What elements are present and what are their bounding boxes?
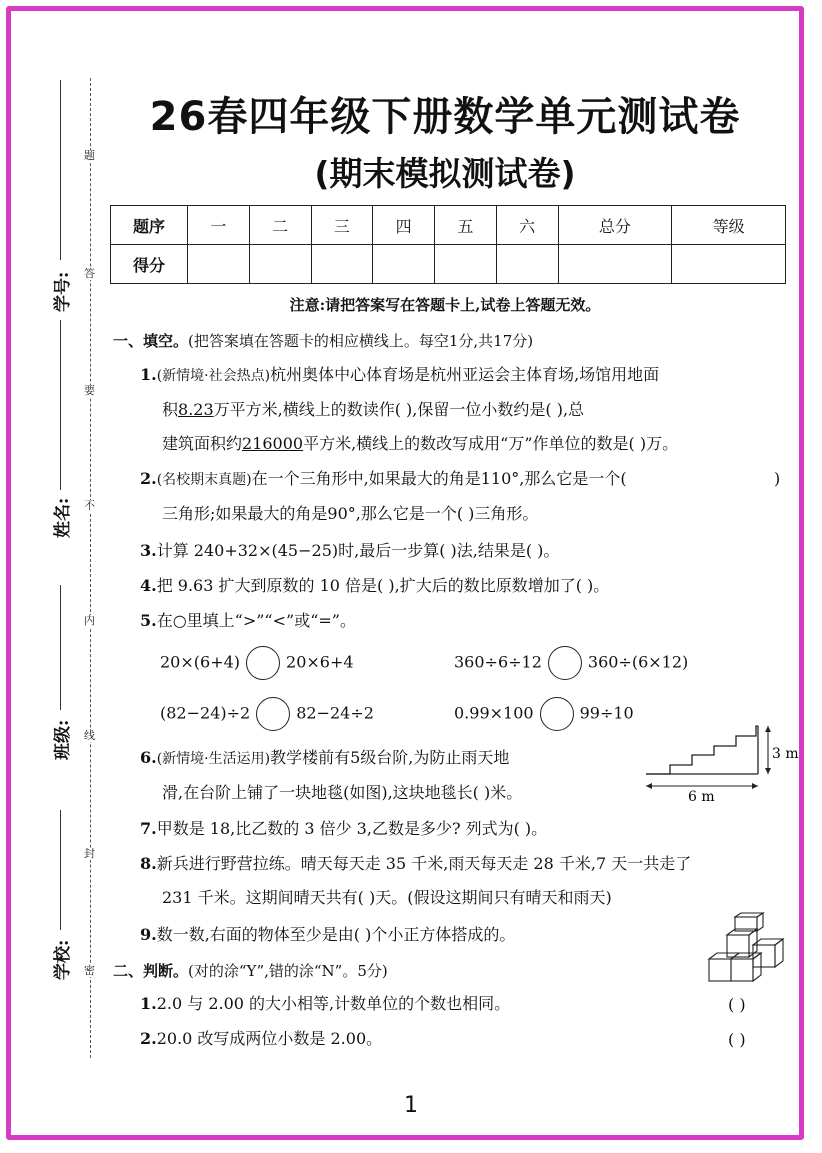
expression: 99÷10 bbox=[579, 703, 634, 723]
expression: 82−24÷2 bbox=[296, 703, 374, 723]
question-number: 9. bbox=[140, 925, 157, 944]
question-text: 教学楼前有5级台阶,为防止雨天地 bbox=[270, 748, 510, 767]
name-label: 姓名: bbox=[53, 497, 73, 538]
notice-text: 注意:请把答案写在答题卡上,试卷上答题无效。 bbox=[289, 296, 601, 314]
section-1-title: 一、填空。 bbox=[113, 332, 189, 350]
question-text: 在一个三角形中,如果最大的角是110°,那么它是一个( bbox=[251, 469, 627, 488]
page-subtitle: (期末模拟测试卷) bbox=[314, 154, 576, 193]
table-cell: 二 bbox=[249, 206, 311, 245]
expression: 360÷(6×12) bbox=[587, 652, 689, 672]
question-2 bbox=[140, 462, 627, 531]
score-input-cell[interactable] bbox=[188, 245, 250, 284]
score-table-score-row bbox=[111, 245, 786, 284]
binding-char: 封 bbox=[84, 847, 95, 860]
table-cell: 一 bbox=[188, 206, 250, 245]
compare-row-1-right bbox=[454, 646, 688, 680]
class-label: 班级: bbox=[53, 719, 73, 760]
binding-char: 内 bbox=[84, 614, 95, 627]
question-text: 建筑面积约 bbox=[162, 434, 243, 453]
question-text: 杭州奥体中心体育场是杭州亚运会主体育场,场馆用地面 bbox=[270, 365, 660, 384]
school-field[interactable] bbox=[48, 810, 74, 980]
question-text: 计算 240+32×(45−25)时,最后一步算( )法,结果是( )。 bbox=[156, 541, 560, 560]
expression: 0.99×100 bbox=[454, 703, 534, 723]
question-text: 积 bbox=[162, 400, 179, 419]
school-label: 学校: bbox=[53, 939, 73, 980]
question-text: 2.0 与 2.00 的大小相等,计数单位的个数也相同。 bbox=[156, 994, 511, 1013]
answer-paren[interactable]: ( ) bbox=[728, 995, 746, 1014]
question-number: 1. bbox=[140, 994, 157, 1013]
cubes-figure bbox=[705, 915, 785, 987]
class-line bbox=[60, 585, 61, 710]
score-input-cell[interactable] bbox=[373, 245, 435, 284]
question-text: 在○里填上“>”“<”或“=”。 bbox=[156, 611, 356, 630]
compare-circle[interactable] bbox=[548, 646, 582, 680]
score-table-header-row bbox=[111, 206, 786, 245]
question-number: 8. bbox=[140, 854, 157, 873]
expression: (82−24)÷2 bbox=[160, 703, 251, 723]
section-2-title: 二、判断。 bbox=[113, 962, 189, 980]
binding-char: 线 bbox=[84, 729, 95, 742]
question-tag: (新情境·社会热点) bbox=[156, 368, 271, 384]
question-number: 2. bbox=[140, 469, 157, 488]
compare-row-2-right bbox=[454, 697, 634, 731]
question-tag: (新情境·生活运用) bbox=[156, 751, 271, 767]
question-text: 新兵进行野营拉练。晴天每天走 35 千米,雨天每天走 28 千米,7 天一共走了 bbox=[156, 854, 692, 873]
class-field[interactable] bbox=[48, 585, 74, 765]
answer-paren[interactable]: ( ) bbox=[728, 1030, 746, 1049]
table-cell: 题序 bbox=[111, 206, 188, 245]
table-cell: 等级 bbox=[672, 206, 786, 245]
question-7 bbox=[140, 812, 547, 846]
student-id-line bbox=[60, 80, 61, 260]
width-label: 6 m bbox=[688, 789, 715, 805]
score-table bbox=[110, 205, 786, 284]
question-number: 2. bbox=[140, 1029, 157, 1048]
score-input-cell[interactable] bbox=[496, 245, 558, 284]
page-title: 26春四年级下册数学单元测试卷 bbox=[149, 94, 741, 140]
binding-char: 题 bbox=[84, 149, 95, 162]
binding-char: 密 bbox=[84, 964, 95, 977]
compare-row-1-left bbox=[160, 646, 354, 680]
underlined-number: 8.23 bbox=[178, 400, 214, 419]
table-cell: 得分 bbox=[111, 245, 188, 284]
height-label: 3 m bbox=[772, 746, 799, 762]
name-field[interactable] bbox=[48, 320, 74, 540]
page-number: 1 bbox=[404, 1093, 418, 1118]
question-text: 数一数,右面的物体至少是由( )个小正方体搭成的。 bbox=[156, 925, 516, 944]
question-text: 三角形;如果最大的角是90°,那么它是一个( )三角形。 bbox=[162, 504, 539, 523]
question-text: 231 千米。这期间晴天共有( )天。(假设这期间只有晴天和雨天) bbox=[162, 888, 612, 907]
question-1 bbox=[140, 358, 678, 461]
question-4 bbox=[140, 569, 609, 603]
table-cell: 四 bbox=[373, 206, 435, 245]
binding-dashed-line bbox=[90, 78, 91, 1058]
score-input-cell[interactable] bbox=[311, 245, 373, 284]
score-input-cell[interactable] bbox=[249, 245, 311, 284]
question-text: 万平方米,横线上的数读作( ),保留一位小数约是( ),总 bbox=[213, 400, 585, 419]
table-cell: 总分 bbox=[558, 206, 672, 245]
question-5 bbox=[140, 604, 356, 638]
expression: 20×(6+4) bbox=[160, 652, 241, 672]
name-line bbox=[60, 320, 61, 490]
answer-paren-close: ) bbox=[774, 469, 781, 488]
compare-circle[interactable] bbox=[256, 697, 290, 731]
question-number: 1. bbox=[140, 365, 157, 384]
binding-char: 不 bbox=[84, 499, 95, 512]
table-cell: 五 bbox=[435, 206, 497, 245]
question-text: 把 9.63 扩大到原数的 10 倍是( ),扩大后的数比原数增加了( )。 bbox=[156, 576, 610, 595]
compare-row-2-left bbox=[160, 697, 374, 731]
question-number: 6. bbox=[140, 748, 157, 767]
question-text: 甲数是 18,比乙数的 3 倍少 3,乙数是多少? 列式为( )。 bbox=[156, 819, 548, 838]
judge-1 bbox=[140, 987, 510, 1021]
table-cell: 三 bbox=[311, 206, 373, 245]
section-2-desc: (对的涂“Y”,错的涂“N”。5分) bbox=[188, 962, 388, 980]
expression: 20×6+4 bbox=[286, 652, 354, 672]
question-text: 平方米,横线上的数改写成用“万”作单位的数是( )万。 bbox=[303, 434, 679, 453]
judge-2 bbox=[140, 1022, 382, 1056]
question-3 bbox=[140, 534, 559, 568]
question-text: 20.0 改写成两位小数是 2.00。 bbox=[156, 1029, 383, 1048]
question-number: 4. bbox=[140, 576, 157, 595]
compare-circle[interactable] bbox=[246, 646, 280, 680]
question-number: 5. bbox=[140, 611, 157, 630]
question-tag: (名校期末真题) bbox=[156, 472, 252, 488]
score-input-cell[interactable] bbox=[435, 245, 497, 284]
question-8 bbox=[140, 847, 691, 915]
underlined-number: 216000 bbox=[242, 434, 304, 453]
question-text: 滑,在台阶上铺了一块地毯(如图),这块地毯长( )米。 bbox=[162, 783, 523, 802]
section-1-heading bbox=[113, 330, 533, 351]
student-id-field[interactable] bbox=[48, 80, 74, 310]
binding-char: 答 bbox=[84, 267, 95, 280]
score-input-cell[interactable] bbox=[558, 245, 672, 284]
section-1-desc: (把答案填在答题卡的相应横线上。每空1分,共17分) bbox=[188, 332, 534, 350]
score-input-cell[interactable] bbox=[672, 245, 786, 284]
binding-char: 要 bbox=[84, 384, 95, 397]
question-9 bbox=[140, 918, 515, 952]
school-line bbox=[60, 810, 61, 930]
compare-circle[interactable] bbox=[540, 697, 574, 731]
stairs-figure bbox=[640, 722, 799, 805]
question-6 bbox=[140, 741, 522, 810]
table-cell: 六 bbox=[496, 206, 558, 245]
question-number: 3. bbox=[140, 541, 157, 560]
expression: 360÷6÷12 bbox=[454, 652, 542, 672]
section-2-heading bbox=[113, 960, 388, 981]
question-number: 7. bbox=[140, 819, 157, 838]
student-id-label: 学号: bbox=[53, 271, 73, 312]
